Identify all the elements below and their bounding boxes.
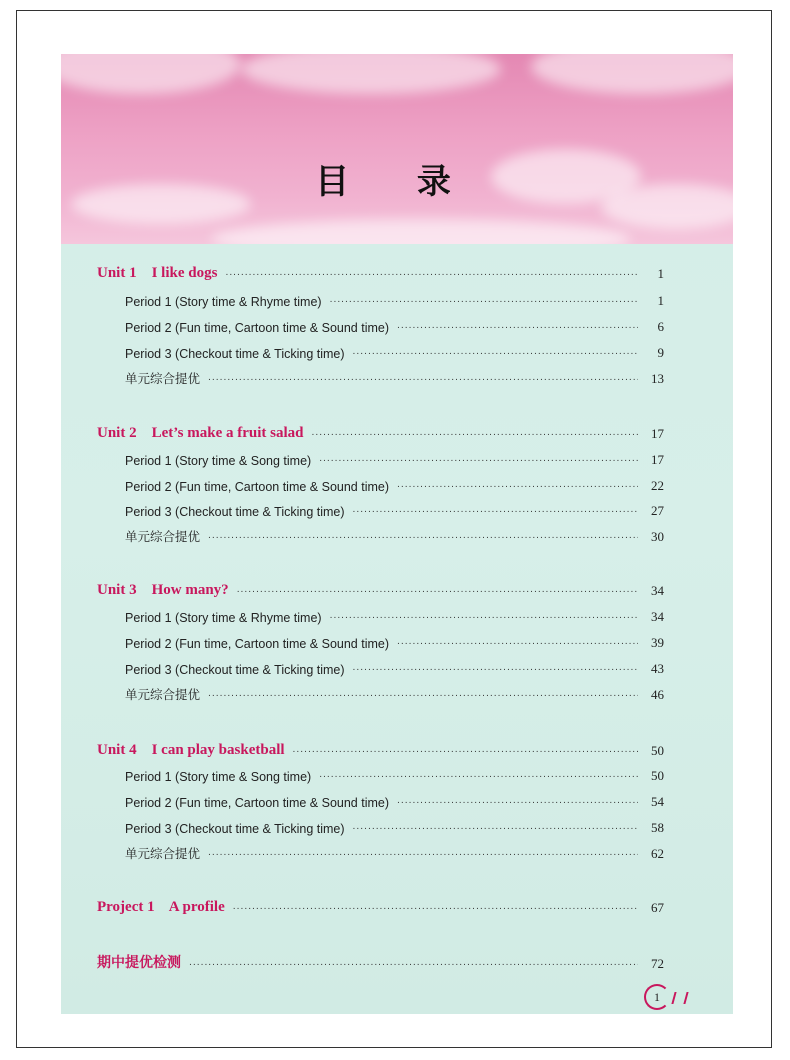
toc-entry-unit [61,420,733,442]
dot-leader [353,506,638,515]
page-number: 1 [644,984,670,1010]
toc-entry-unit [61,577,733,599]
toc-entry-period [61,655,733,677]
toc-entry-unit [61,260,733,282]
toc-entry-period [61,339,733,361]
toc-entry-label: Period 3 (Checkout time & Ticking time) [125,347,345,361]
toc-entry-label: Period 2 (Fun time, Cartoon time & Sound time) [125,796,390,810]
dot-leader [330,612,638,621]
toc-entry-page: 34 [651,583,664,598]
toc-entry-page: 9 [657,345,664,360]
dot-leader [353,823,638,832]
toc-entry-label: 期中提优检测 [97,955,181,971]
page-title: 目 录 [315,162,479,202]
toc-entry-label: Period 1 (Story time & Rhyme time) [125,611,322,625]
dot-leader [225,269,638,278]
toc-entry-period [61,603,733,625]
toc-entry-page: 67 [651,900,664,915]
toc-entry-period [61,788,733,810]
dot-leader [397,481,638,490]
dot-leader [312,429,638,438]
toc-entry-page: 1 [657,293,664,308]
toc-entry-page: 46 [651,687,664,702]
toc-entry-page: 1 [657,266,664,281]
toc-entry-page: 22 [651,478,664,493]
toc-entry-label: 单元综合提优 [125,846,201,861]
toc-entry-label: Unit 2 Let’s make a fruit salad [97,425,304,441]
dot-leader [397,638,638,647]
toc-entry-page: 62 [651,846,664,861]
dot-leader [353,664,638,673]
toc-entry-label: Unit 3 How many? [97,582,229,598]
toc-entry-page: 72 [651,956,664,971]
toc-entry-period [61,814,733,836]
toc-entry-review [61,840,733,862]
toc-entry-page: 13 [651,371,664,386]
dot-leader [319,771,638,780]
toc-entry-unit [61,894,733,916]
toc-entry-review [61,365,733,387]
toc-entry-page: 17 [651,426,664,441]
dot-leader [208,532,638,541]
dot-leader [189,959,638,968]
dot-leader [208,690,638,699]
toc-entry-page: 50 [651,743,664,758]
toc-entry-label: Period 1 (Story time & Rhyme time) [125,295,322,309]
toc-entry-period [61,472,733,494]
toc-entry-period [61,497,733,519]
toc-entry-page: 17 [651,452,664,467]
toc-entry-exam [61,950,733,972]
toc-entry-page: 39 [651,635,664,650]
toc-entry-page: 27 [651,503,664,518]
dot-leader [319,455,638,464]
dot-leader [397,797,638,806]
toc-entry-period [61,762,733,784]
toc-entry-label: Period 2 (Fun time, Cartoon time & Sound time) [125,321,390,335]
toc-entry-unit [61,737,733,759]
toc-entry-label: Period 1 (Story time & Song time) [125,454,312,468]
dot-leader [208,374,638,383]
toc-entry-label: Period 3 (Checkout time & Ticking time) [125,822,345,836]
sky-banner [61,54,733,244]
dot-leader [237,586,638,595]
toc-entry-label: Period 1 (Story time & Song time) [125,770,312,784]
toc-entry-page: 50 [651,768,664,783]
toc-entry-label: Unit 4 I can play basketball [97,742,285,758]
toc-entry-review [61,523,733,545]
toc-entry-period [61,313,733,335]
dot-leader [353,348,638,357]
toc-entry-page: 30 [651,529,664,544]
toc-entry-period [61,446,733,468]
book-page [61,54,733,1014]
toc-entry-label: Project 1 A profile [97,899,225,915]
toc-entry-page: 6 [657,319,664,334]
dot-leader [293,746,638,755]
toc-entry-review [61,681,733,703]
toc-entry-page: 58 [651,820,664,835]
toc-entry-label: 单元综合提优 [125,687,201,702]
dot-leader [233,903,638,912]
toc-entry-label: 单元综合提优 [125,371,201,386]
toc-entry-page: 43 [651,661,664,676]
dot-leader [330,296,638,305]
toc-entry-label: Period 3 (Checkout time & Ticking time) [125,505,345,519]
dot-leader [208,849,638,858]
toc-entry-label: Period 3 (Checkout time & Ticking time) [125,663,345,677]
toc-entry-label: Period 2 (Fun time, Cartoon time & Sound time) [125,637,390,651]
toc-entry-label: Period 2 (Fun time, Cartoon time & Sound time) [125,480,390,494]
toc-entry-page: 54 [651,794,664,809]
toc-entry-period [61,287,733,309]
toc-entry-label: 单元综合提优 [125,529,201,544]
dot-leader [397,322,638,331]
toc-entry-page: 34 [651,609,664,624]
page-number-ornament [671,992,688,1004]
toc-entry-period [61,629,733,651]
toc-entry-label: Unit 1 I like dogs [97,265,218,281]
